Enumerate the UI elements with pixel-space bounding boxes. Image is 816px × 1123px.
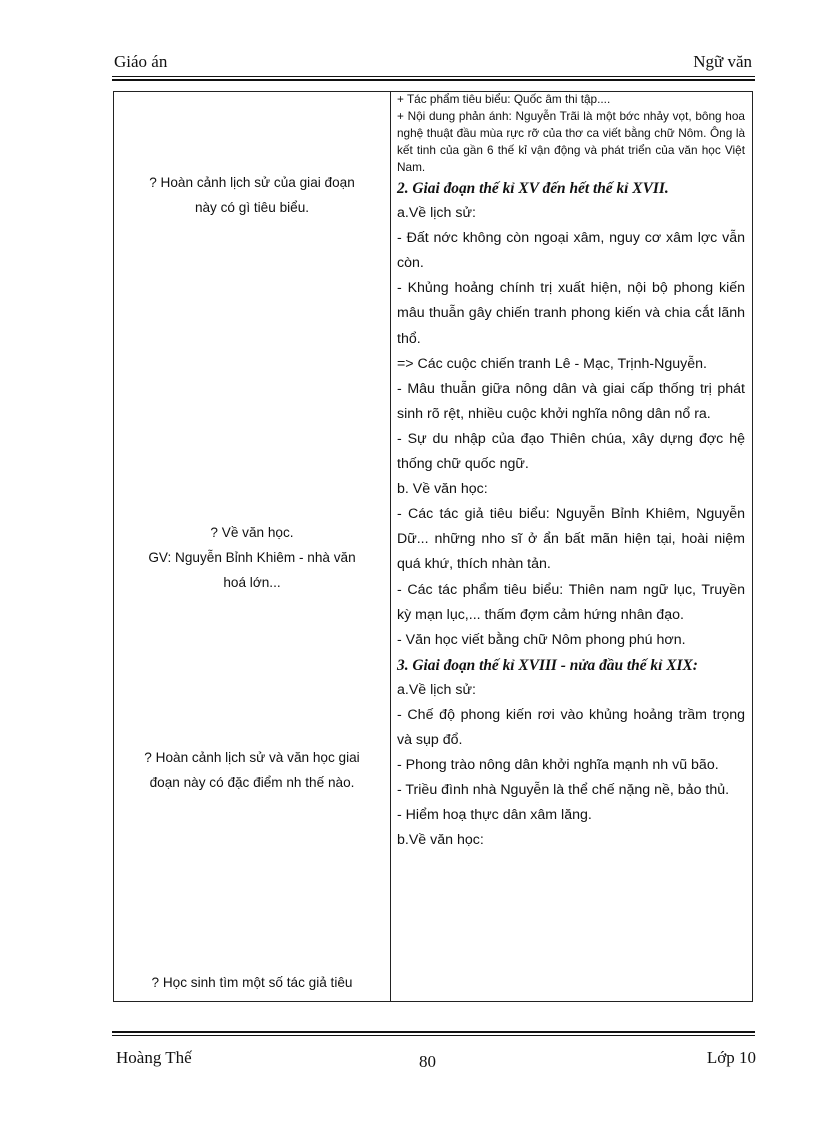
history-point-2: - Khủng hoảng chính trị xuất hiện, nội bộ phong kiến mâu thuẫn gây chiến tranh phong kiến và chia cắt lãnh thổ. [397,280,745,347]
footer-rule-2 [112,1035,755,1036]
literature-point-3: - Văn học viết bằng chữ Nôm phong phú hơn. [397,631,686,648]
history-point-3-4: - Hiểm hoạ thực dân xâm lăng. [397,807,592,824]
history-subheading: a.Về lịch sử: [397,205,476,222]
history-point-3-2: - Phong trào nông dân khởi nghĩa mạnh nh vũ bão. [397,757,719,774]
content-column [397,91,745,854]
header-left: Giáo án [114,52,168,71]
footer-author: Hoàng Thế [116,1048,192,1067]
history-point-1: - Đất nớc không còn ngoại xâm, nguy cơ xâm lợc vẫn còn. [397,230,745,272]
footer-class: Lớp 10 [706,1048,756,1067]
history-subheading-3: a.Về lịch sử: [397,681,476,698]
history-point-5: - Sự du nhập của đạo Thiên chúa, xây dựng đợc hệ thống chữ quốc ngữ. [397,430,745,473]
content-summary: + Nội dung phản ánh: Nguyễn Trãi là một bớc nhảy vọt, bông hoa nghệ thuật đầu mùa rực rỡ của thơ ca viết bằng chữ Nôm. Ông là kết tinh của gần 6 thế kỉ vận động và phát triển của văn học Việt Nam. [397,109,745,174]
history-point-3-1: - Chế độ phong kiến rơi vào khủng hoảng trầm trọng và sụp đổ. [397,706,745,749]
header-right: Ngữ văn [693,52,752,71]
page-number: 80 [419,1052,436,1071]
works-line: + Tác phẩm tiêu biểu: Quốc âm thi tập.... [397,92,611,106]
literature-point-2: - Các tác phẩm tiêu biểu: Thiên nam ngữ lục, Truyền kỳ mạn lục,... thấm đợm cảm hứng nhân đạo. [397,581,745,623]
column-divider [390,92,391,1001]
question-3: ? Hoàn cảnh lịch sử và văn học giai đoạn này có đặc điểm nh thế nào. [144,750,360,790]
header-rule-2 [112,79,755,81]
literature-subheading-3: b.Về văn học: [397,832,484,849]
section-3-heading: 3. Giai đoạn thế kỉ XVIII - nửa đầu thế kỉ XIX: [397,656,698,674]
section-2-heading: 2. Giai đoạn thế kỉ XV đến hết thế kỉ XVII. [397,180,669,197]
lesson-table [113,91,753,1002]
question-2: ? Về văn học. GV: Nguyễn Bỉnh Khiêm - nhà văn hoá lớn... [148,525,356,590]
header-rule [112,76,755,77]
question-1: ? Hoàn cảnh lịch sử của giai đoạn này có gì tiêu biểu. [149,175,355,215]
question-4: ? Học sinh tìm một số tác giả tiêu [151,975,353,990]
literature-point-1: - Các tác giả tiêu biểu: Nguyễn Bỉnh Khiêm, Nguyễn Dữ... những nho sĩ ở ẩn bất mãn hiện tại, hoài niệm quá khứ, thích nhàn tản. [397,506,745,573]
footer-rule [112,1031,755,1033]
literature-subheading: b. Về văn học: [397,481,488,498]
history-point-3-3: - Triều đình nhà Nguyễn là thể chế nặng nề, bảo thủ. [397,782,730,799]
history-point-4: - Mâu thuẫn giữa nông dân và giai cấp thống trị phát sinh rõ rệt, nhiều cuộc khởi nghĩa nông dân nổ ra. [397,380,745,422]
history-point-3: => Các cuộc chiến tranh Lê - Mạc, Trịnh-Nguyễn. [397,355,707,372]
